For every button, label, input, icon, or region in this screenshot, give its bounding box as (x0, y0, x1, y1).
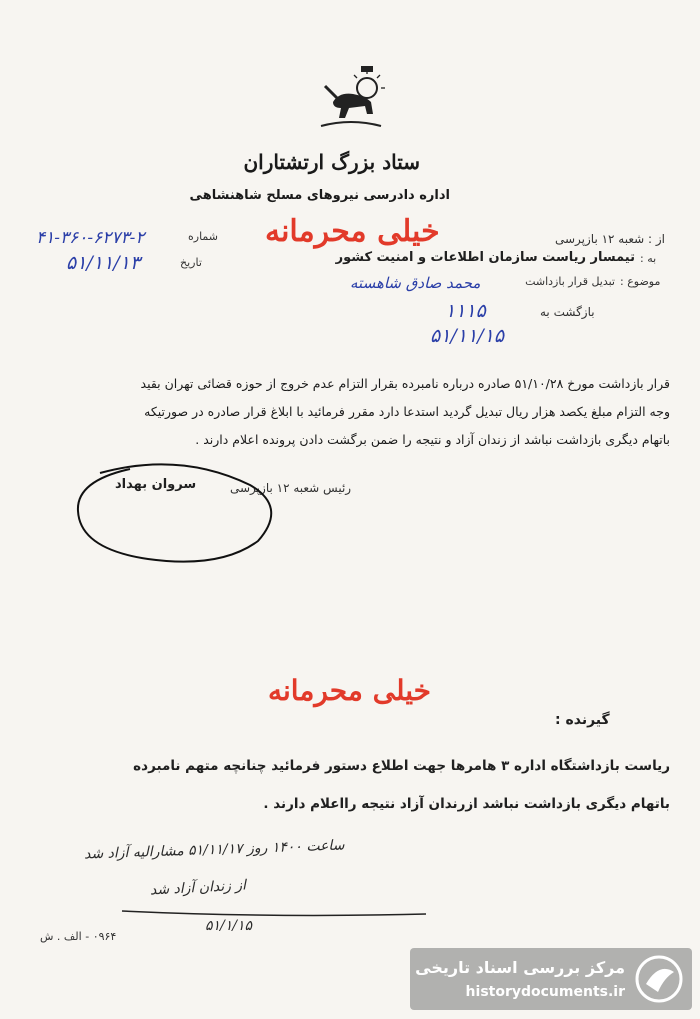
recipients-label: گیرنده : (555, 712, 610, 728)
lion-sun-emblem-icon (315, 62, 387, 134)
org-name: ستاد بزرگ ارتشتاران (243, 150, 420, 174)
number-value: ۴۱-۳۶۰-۶۲۷۳-۲ (36, 228, 145, 248)
handwritten-note-2: از زندان آزاد شد (149, 877, 247, 899)
number-label: شماره (188, 230, 219, 243)
handwritten-note-1: ساعت ۱۴۰۰ روز ۵۱/۱۱/۱۷ مشارالیه آزاد شد (83, 837, 345, 863)
watermark-title: مرکز بررسی اسناد تاریخی (415, 958, 625, 977)
body-line-1: قرار بازداشت مورخ ۵۱/۱۰/۲۸ صادره درباره نامبرده بقرار التزام عدم خروج از حوزه قضائی تهران بقید (140, 376, 670, 391)
recipient-line-2: باتهام دیگری بازداشت نباشد ازرندان آزاد نتیجه رااعلام دارند . (263, 796, 670, 812)
to-value: تیمسار ریاست سازمان اطلاعات و امنیت کشور (335, 250, 635, 265)
body-line-2: وجه التزام مبلغ یکصد هزار ریال تبدیل گردید استدعا دارد مقرر فرمائید با ابلاغ قرار صادره در صورتیکه (144, 404, 670, 419)
classification-stamp-top: خیلی محرمانه (265, 214, 440, 249)
ref-label: بازگشت به (540, 305, 595, 319)
signature-title: رئیس شعبه ۱۲ بازپرسی (230, 481, 352, 495)
underline-stroke-icon (120, 906, 430, 920)
recipient-line-1: ریاست بازداشتگاه اداره ۳ هامرها جهت اطلاع دستور فرمائید چنانچه متهم نامبرده (133, 758, 670, 774)
archive-logo-icon (634, 954, 684, 1004)
dept-name: اداره دادرسی نیروهای مسلح شاهنشاهی (189, 188, 450, 203)
classification-stamp-bottom: خیلی محرمانه (268, 674, 431, 707)
ref-number: ۱۱۱۵ (445, 300, 486, 322)
to-label: به : (640, 252, 657, 265)
subject-value: تبدیل قرار بازداشت (525, 275, 615, 288)
signature-loop-icon (60, 455, 285, 570)
from-field: از : شعبه ۱۲ بازپرسی (554, 232, 665, 246)
signature-name: سروان بهداد (115, 477, 197, 492)
watermark-badge (410, 948, 692, 1010)
date-value: ۵۱/۱۱/۱۳ (66, 252, 141, 274)
subject-label: موضوع : (620, 275, 661, 288)
body-line-3: باتهام دیگری بازداشت نباشد از زندان آزاد و نتیجه را ضمن برگشت دادن پرونده اعلام دارند . (195, 432, 670, 447)
date-label: تاریخ (180, 256, 202, 269)
subject-name: محمد صادق شاهسته (350, 274, 481, 292)
form-code: ۰۹۶۴ - الف . ش (40, 930, 117, 943)
note-date: ۵۱/۱/۱۵ (205, 918, 253, 934)
watermark-url: historydocuments.ir (465, 984, 625, 1000)
ref-date: ۵۱/۱۱/۱۵ (430, 325, 505, 347)
